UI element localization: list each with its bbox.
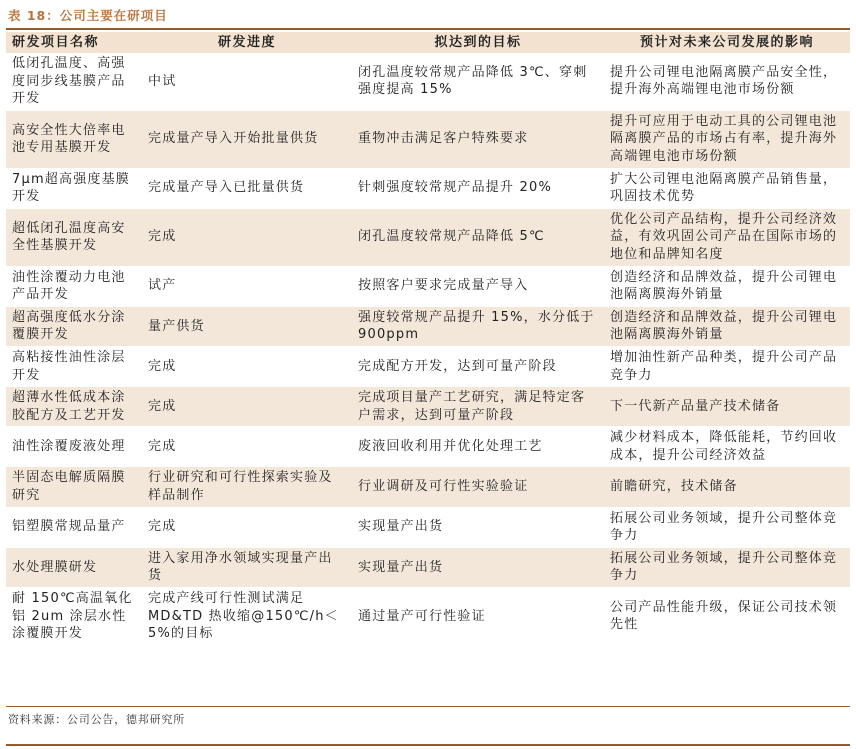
table-header-row: [6, 32, 850, 53]
table-row: [6, 346, 850, 386]
cell-target: 废液回收利用并优化处理工艺: [352, 427, 604, 467]
table-caption: 表 18：公司主要在研项目: [8, 8, 168, 23]
cell-project-name: 油性涂覆动力电池产品开发: [6, 266, 142, 306]
cell-target: 实现量产出货: [352, 507, 604, 547]
cell-target: 针刺强度较常规产品提升 20%: [352, 168, 604, 208]
cell-target: 完成配方开发，达到可量产阶段: [352, 346, 604, 386]
cell-project-name: 7μm超高强度基膜开发: [6, 168, 142, 208]
cell-project-name: 半固态电解质隔膜研究: [6, 467, 142, 507]
table-row: [6, 387, 850, 427]
cell-project-name: 超低闭孔温度高安全性基膜开发: [6, 208, 142, 266]
cell-progress: 完成: [142, 208, 352, 266]
table-row: [6, 547, 850, 587]
cell-project-name: 耐 150℃高温氧化铝 2um 涂层水性涂覆膜开发: [6, 588, 142, 646]
table-row: [6, 266, 850, 306]
cell-impact: 前瞻研究，技术储备: [604, 467, 850, 507]
cell-progress: 进入家用净水领域实现量产出货: [142, 547, 352, 587]
cell-impact: 拓展公司业务领域，提升公司整体竞争力: [604, 507, 850, 547]
cell-target: 强度较常规产品提升 15%，水分低于 900ppm: [352, 306, 604, 346]
cell-target: 行业调研及可行性实验验证: [352, 467, 604, 507]
cell-target: 通过量产可行性验证: [352, 588, 604, 646]
table-row: [6, 53, 850, 110]
cell-impact: 公司产品性能升级，保证公司技术领先性: [604, 588, 850, 646]
cell-progress: 量产供货: [142, 306, 352, 346]
cell-impact: 提升公司锂电池隔离膜产品安全性，提升海外高端锂电池市场份额: [604, 53, 850, 110]
cell-progress: 中试: [142, 53, 352, 110]
cell-project-name: 油性涂覆废液处理: [6, 427, 142, 467]
cell-project-name: 超高强度低水分涂覆膜开发: [6, 306, 142, 346]
source-note: 资料来源：公司公告，德邦研究所: [8, 713, 185, 726]
bottom-rule: [6, 706, 850, 707]
cell-project-name: 高粘接性油性涂层开发: [6, 346, 142, 386]
cell-progress: 完成: [142, 507, 352, 547]
table-row: [6, 467, 850, 507]
cell-progress: 完成量产导入已批量供货: [142, 168, 352, 208]
table-row: [6, 427, 850, 467]
table-row: [6, 168, 850, 208]
cell-project-name: 水处理膜研发: [6, 547, 142, 587]
cell-project-name: 高安全性大倍率电池专用基膜开发: [6, 110, 142, 168]
cell-progress: 完成产线可行性测试满足MD&TD 热收缩@150℃/h＜5%的目标: [142, 588, 352, 646]
cell-impact: 减少材料成本，降低能耗，节约回收成本，提升公司经济效益: [604, 427, 850, 467]
header-progress: 研发进度: [142, 32, 352, 53]
cell-target: 按照客户要求完成量产导入: [352, 266, 604, 306]
header-impact: 预计对未来公司发展的影响: [604, 32, 850, 53]
cell-progress: 完成: [142, 387, 352, 427]
cell-impact: 优化公司产品结构，提升公司经济效益，有效巩固公司产品在国际市场的地位和品牌知名度: [604, 208, 850, 266]
cell-progress: 完成: [142, 427, 352, 467]
cell-progress: 完成: [142, 346, 352, 386]
cell-project-name: 超薄水性低成本涂胶配方及工艺开发: [6, 387, 142, 427]
cell-impact: 创造经济和品牌效益，提升公司锂电池隔离膜海外销量: [604, 306, 850, 346]
cell-impact: 下一代新产品量产技术储备: [604, 387, 850, 427]
cell-impact: 扩大公司锂电池隔离膜产品销售量，巩固技术优势: [604, 168, 850, 208]
cell-target: 重物冲击满足客户特殊要求: [352, 110, 604, 168]
table-row: [6, 588, 850, 646]
table-row: [6, 507, 850, 547]
cell-target: 实现量产出货: [352, 547, 604, 587]
cell-project-name: 铝塑膜常规品量产: [6, 507, 142, 547]
cell-project-name: 低闭孔温度、高强度同步线基膜产品开发: [6, 53, 142, 110]
cell-impact: 提升可应用于电动工具的公司锂电池隔离膜产品的市场占有率，提升海外高端锂电池市场份额: [604, 110, 850, 168]
research-projects-table: [6, 32, 850, 646]
header-target: 拟达到的目标: [352, 32, 604, 53]
cell-progress: 完成量产导入开始批量供货: [142, 110, 352, 168]
header-project-name: 研发项目名称: [6, 32, 142, 53]
table-row: [6, 306, 850, 346]
cell-progress: 行业研究和可行性探索实验及样品制作: [142, 467, 352, 507]
cell-impact: 拓展公司业务领域，提升公司整体竞争力: [604, 547, 850, 587]
top-rule: [6, 28, 850, 30]
cell-target: 完成项目量产工艺研究，满足特定客户需求，达到可量产阶段: [352, 387, 604, 427]
table-row: [6, 110, 850, 168]
table-row: [6, 208, 850, 266]
footer-rule: [6, 744, 850, 746]
cell-impact: 增加油性新产品种类，提升公司产品竞争力: [604, 346, 850, 386]
cell-progress: 试产: [142, 266, 352, 306]
cell-target: 闭孔温度较常规产品降低 3℃、穿刺强度提高 15%: [352, 53, 604, 110]
cell-target: 闭孔温度较常规产品降低 5℃: [352, 208, 604, 266]
cell-impact: 创造经济和品牌效益，提升公司锂电池隔离膜海外销量: [604, 266, 850, 306]
